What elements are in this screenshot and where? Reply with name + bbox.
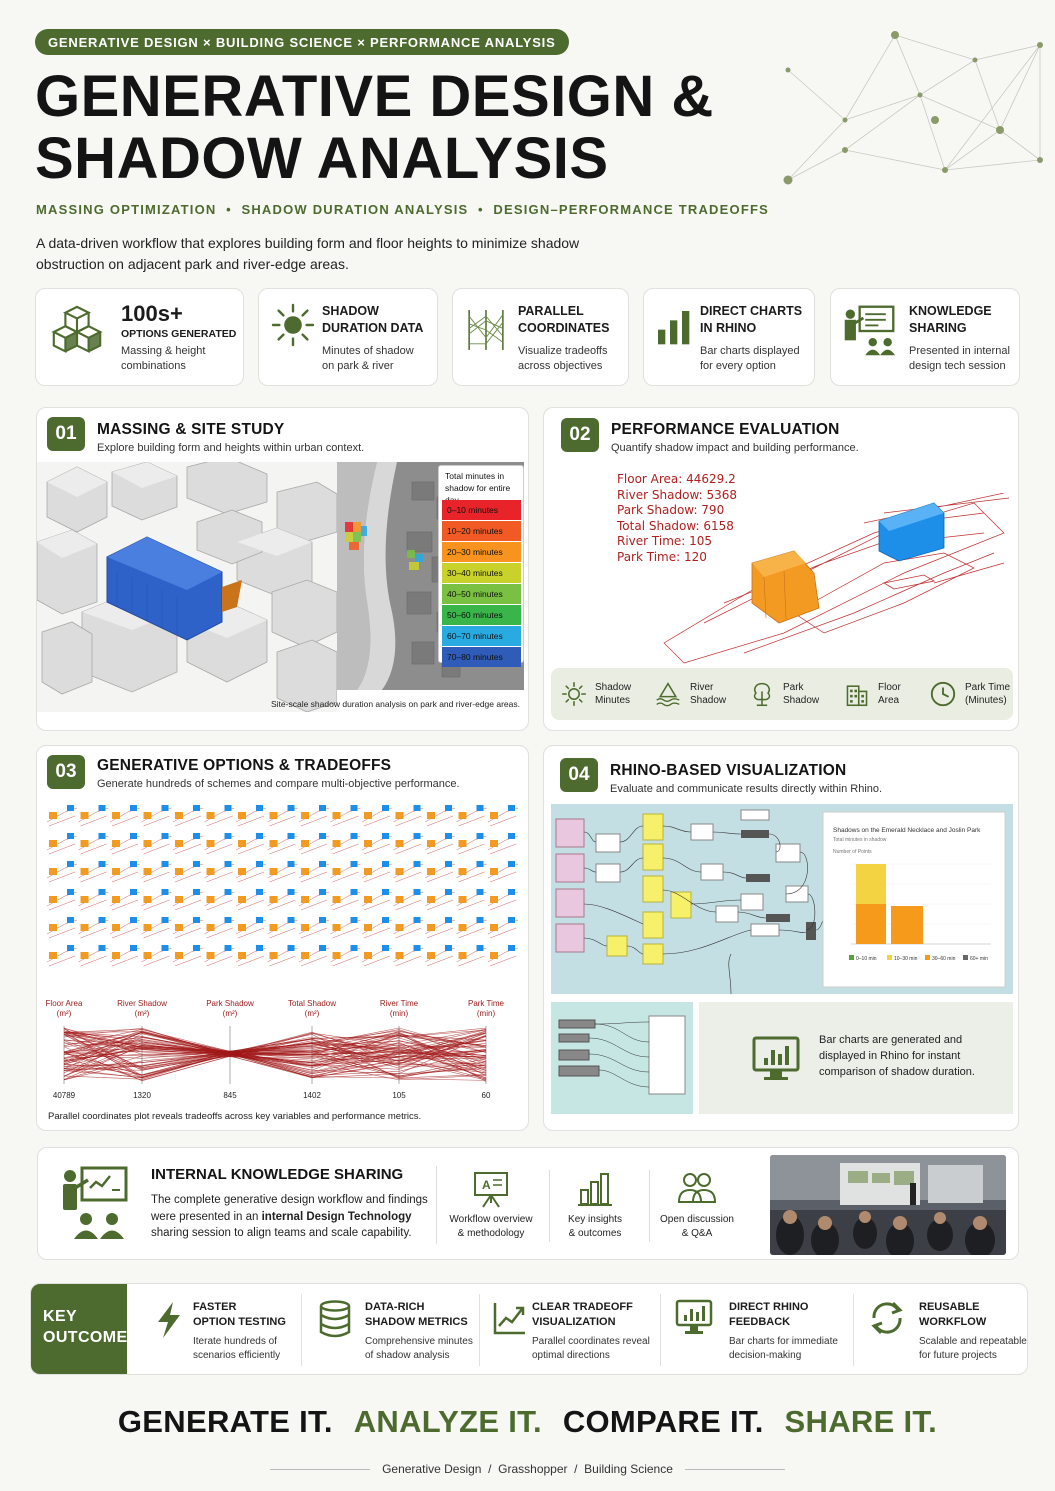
- oc-h1: DIRECT RHINO: [729, 1301, 809, 1313]
- option-thumbnail: [142, 945, 172, 966]
- option-thumbnail: [394, 861, 424, 882]
- rhino-legend-swatch: [925, 955, 930, 960]
- panel-number: 02: [561, 418, 599, 452]
- option-thumbnail: [173, 833, 203, 854]
- options-grid: [37, 798, 529, 974]
- ko-line1: KEY: [43, 1308, 78, 1325]
- option-thumbnail: [331, 945, 361, 966]
- title-line-1: GENERATIVE DESIGN &: [35, 64, 714, 129]
- stat-heading: DIRECT CHARTS IN RHINO: [700, 304, 803, 335]
- legend-entry: 20–30 minutes: [442, 542, 521, 562]
- option-thumbnail: [362, 917, 392, 938]
- option-thumbnail: [394, 945, 424, 966]
- metric-line1: River: [690, 682, 714, 693]
- option-thumbnail: [173, 805, 203, 826]
- oc-h2: OPTION TESTING: [193, 1316, 286, 1328]
- option-thumbnail: [299, 861, 329, 882]
- page-subtitle: MASSING OPTIMIZATION • SHADOW DURATION ANALYSIS • DESIGN–PERFORMANCE TRADEOFFS: [36, 202, 769, 217]
- option-thumbnail: [299, 917, 329, 938]
- intro-text: A data-driven workflow that explores building form and floor heights to minimize shadow obstruction on adjacent park and river-edge areas.: [36, 235, 580, 272]
- pc-axis-value: 60: [481, 1091, 491, 1100]
- readout-line: Floor Area: 44629.2: [617, 472, 736, 486]
- option-thumbnail: [362, 805, 392, 826]
- panel-performance-evaluation: [543, 407, 1019, 731]
- option-thumbnail: [331, 805, 361, 826]
- river-icon: [654, 681, 682, 707]
- option-thumbnail: [488, 917, 518, 938]
- option-thumbnail: [79, 833, 109, 854]
- option-thumbnail: [488, 805, 518, 826]
- stat-text: Bar charts displayed for every option: [700, 345, 800, 372]
- slogan-generate: GENERATE IT.: [117, 1404, 333, 1439]
- key-outcomes-label: [31, 1284, 139, 1375]
- knowledge-text-pre: The complete generative design workflow and findings were presented in an: [151, 1194, 428, 1223]
- slogan-compare: COMPARE IT.: [562, 1404, 764, 1439]
- option-thumbnail: [331, 833, 361, 854]
- readout-line: River Time: 105: [617, 534, 713, 548]
- metric-floor-area: [844, 678, 901, 710]
- divider: [436, 1166, 437, 1244]
- option-thumbnail: [110, 861, 140, 882]
- rhino-note-box: [699, 1002, 1013, 1114]
- option-thumbnail: [362, 889, 392, 910]
- header-tag: GENERATIVE DESIGN × BUILDING SCIENCE × PERFORMANCE ANALYSIS: [35, 29, 569, 55]
- key-outcomes: [30, 1283, 1028, 1375]
- rhino-chart-bar: [856, 864, 886, 904]
- item-line2: & outcomes: [568, 1228, 622, 1239]
- rhino-chart-subtitle: Total minutes in shadow: [833, 837, 887, 843]
- option-thumbnail: [457, 889, 487, 910]
- option-thumbnail: [142, 833, 172, 854]
- option-thumbnail: [299, 833, 329, 854]
- item-line2: & methodology: [457, 1228, 525, 1239]
- metric-line1: Floor: [878, 682, 901, 693]
- legend-entry: 30–40 minutes: [442, 563, 521, 583]
- option-thumbnail: [79, 889, 109, 910]
- metric-line2: Minutes: [595, 695, 631, 706]
- panel-subtitle: Generate hundreds of schemes and compare multi-objective performance.: [97, 778, 460, 790]
- option-thumbnail: [110, 833, 140, 854]
- item-line1: Open discussion: [660, 1214, 734, 1225]
- option-thumbnail: [205, 861, 235, 882]
- stat-text: Visualize tradeoffs across objectives: [518, 345, 608, 372]
- stat-heading: OPTIONS GENERATED: [121, 328, 237, 340]
- item-line1: Key insights: [568, 1214, 622, 1225]
- metric-park-time: [929, 678, 1010, 710]
- panel-subtitle: Explore building form and heights within urban context.: [97, 442, 365, 454]
- readout-line: Total Shadow: 6158: [617, 518, 734, 533]
- performance-readout: [617, 472, 737, 565]
- option-thumbnail: [299, 805, 329, 826]
- option-thumbnail: [488, 889, 518, 910]
- oc-t2: for future projects: [919, 1350, 997, 1361]
- people-icon: [677, 1170, 717, 1208]
- tree-icon: [749, 681, 775, 707]
- option-thumbnail: [394, 889, 424, 910]
- metric-line2: Shadow: [783, 695, 820, 706]
- option-thumbnail: [79, 805, 109, 826]
- pc-axis-label: Park Time (min): [467, 999, 504, 1018]
- stat-text: Minutes of shadow on park & river: [322, 345, 414, 372]
- option-thumbnail: [394, 833, 424, 854]
- lightning-icon: [153, 1300, 185, 1340]
- option-thumbnail: [79, 945, 109, 966]
- oc-h2: VISUALIZATION: [532, 1316, 616, 1328]
- sun-icon: [561, 681, 587, 707]
- option-thumbnail: [457, 861, 487, 882]
- option-thumbnail: [457, 833, 487, 854]
- database-icon: [318, 1300, 352, 1338]
- readout-line: Park Time: 120: [617, 549, 707, 564]
- rhino-legend-swatch: [849, 955, 854, 960]
- option-thumbnail: [236, 945, 266, 966]
- pc-axis-label: Total Shadow (m²): [287, 999, 337, 1018]
- option-thumbnail: [205, 805, 235, 826]
- panel-title: PERFORMANCE EVALUATION: [611, 421, 840, 438]
- option-thumbnail: [47, 889, 77, 910]
- network-decoration: [770, 20, 1050, 210]
- item-line1: Workflow overview: [449, 1214, 533, 1225]
- oc-h1: CLEAR TRADEOFF: [532, 1301, 633, 1313]
- panel-subtitle: Quantify shadow impact and building performance.: [611, 442, 859, 454]
- option-thumbnail: [425, 833, 455, 854]
- option-thumbnail: [299, 889, 329, 910]
- page-title: [35, 66, 755, 190]
- legend-entry: 10–20 minutes: [442, 521, 521, 541]
- oc-h2: FEEDBACK: [729, 1316, 791, 1328]
- rhino-legend-swatch: [887, 955, 892, 960]
- option-thumbnail: [47, 945, 77, 966]
- metric-line2: (Minutes): [965, 695, 1007, 706]
- item-line2: & Q&A: [681, 1228, 713, 1239]
- readout-line: Park Shadow: 790: [617, 503, 725, 517]
- stat-text: Massing & height combinations: [121, 345, 206, 372]
- panel-caption: Site-scale shadow duration analysis on park and river-edge areas.: [271, 699, 520, 709]
- knowledge-text-bold: internal Design Technology: [261, 1210, 412, 1223]
- slogan: [0, 1404, 1055, 1440]
- clock-icon: [929, 680, 957, 708]
- pc-axis-label: River Shadow (m²): [117, 999, 167, 1018]
- option-thumbnail: [394, 805, 424, 826]
- rhino-legend-label: 30–60 min: [932, 956, 956, 962]
- oc-h1: FASTER: [193, 1301, 237, 1313]
- oc-h2: SHADOW METRICS: [365, 1316, 468, 1328]
- cycle-icon: [868, 1300, 906, 1336]
- knowledge-item-insights: [545, 1170, 645, 1241]
- oc-h2: WORKFLOW: [919, 1316, 987, 1328]
- metric-line1: Park: [783, 682, 804, 693]
- option-thumbnail: [47, 833, 77, 854]
- option-thumbnail: [268, 917, 298, 938]
- metric-line1: Park Time: [965, 682, 1011, 693]
- panel-number: 04: [560, 758, 598, 792]
- option-thumbnail: [362, 945, 392, 966]
- stat-direct-charts: [643, 288, 815, 386]
- oc-h1: DATA-RICH: [365, 1301, 425, 1313]
- option-thumbnail: [173, 889, 203, 910]
- option-thumbnail: [299, 945, 329, 966]
- stat-heading: PARALLEL COORDINATES: [518, 304, 610, 335]
- option-thumbnail: [205, 833, 235, 854]
- oc-t2: of shadow analysis: [365, 1350, 450, 1361]
- metric-river-shadow: [654, 678, 726, 710]
- pc-axis-value: 845: [223, 1091, 237, 1100]
- legend-entry: 60–70 minutes: [442, 626, 521, 646]
- knowledge-sharing-banner: [37, 1147, 1019, 1260]
- option-thumbnail: [236, 917, 266, 938]
- easel-icon: [471, 1170, 511, 1208]
- pc-axis-value: 40789: [52, 1091, 76, 1100]
- metric-line1: Shadow: [595, 682, 632, 693]
- option-thumbnail: [268, 889, 298, 910]
- legend-entry: 50–60 minutes: [442, 605, 521, 625]
- option-thumbnail: [268, 861, 298, 882]
- legend-entry: 70–80 minutes: [442, 647, 521, 667]
- svg-text:A: A: [482, 1178, 491, 1192]
- oc-t1: Scalable and repeatable: [919, 1336, 1027, 1347]
- option-thumbnail: [331, 917, 361, 938]
- oc-h1: REUSABLE: [919, 1301, 980, 1313]
- shadow-legend: [438, 465, 524, 663]
- pc-axis-value: 1320: [133, 1091, 151, 1100]
- ko-line2: OUTCOMES: [43, 1329, 139, 1346]
- metric-park-shadow: [749, 678, 819, 710]
- title-line-2: SHADOW ANALYSIS: [35, 126, 609, 191]
- presentation-icon: [841, 303, 897, 359]
- option-thumbnail: [362, 833, 392, 854]
- legend-entry: 0–10 minutes: [442, 500, 521, 520]
- option-thumbnail: [110, 889, 140, 910]
- option-thumbnail: [205, 889, 235, 910]
- stat-shadow-duration: [258, 288, 438, 386]
- stat-options: [35, 288, 244, 386]
- legend-title: Total minutes in shadow for entire: [445, 471, 511, 493]
- rhino-chart-axis: Number of Points: [833, 849, 872, 855]
- option-thumbnail: [425, 861, 455, 882]
- option-thumbnail: [142, 861, 172, 882]
- option-thumbnail: [142, 805, 172, 826]
- option-thumbnail: [205, 945, 235, 966]
- footer-text: Generative Design / Grasshopper / Building Science: [382, 1462, 673, 1476]
- rhino-chart-bar: [891, 906, 923, 944]
- outcome-direct-rhino: [661, 1284, 854, 1375]
- stat-parallel-coordinates: [452, 288, 629, 386]
- option-thumbnail: [457, 805, 487, 826]
- pc-axis-value: 1402: [303, 1091, 321, 1100]
- option-thumbnail: [236, 833, 266, 854]
- rhino-legend-label: 60+ min: [970, 956, 988, 962]
- option-thumbnail: [425, 917, 455, 938]
- outcome-clear-tradeoff: [480, 1284, 661, 1375]
- oc-t1: Iterate hundreds of: [193, 1336, 277, 1347]
- panel-title: MASSING & SITE STUDY: [97, 421, 285, 438]
- metric-line2: Area: [878, 695, 900, 706]
- bar-chart-icon: [654, 305, 694, 349]
- sun-icon: [269, 301, 317, 349]
- oc-t1: Comprehensive minutes: [365, 1336, 473, 1347]
- panel-massing-site-study: [36, 407, 529, 731]
- panel-rhino-visualization: [543, 745, 1019, 1131]
- option-thumbnail: [268, 833, 298, 854]
- option-thumbnail: [362, 861, 392, 882]
- panel-title: RHINO-BASED VISUALIZATION: [610, 762, 847, 779]
- oc-t1: Parallel coordinates reveal: [532, 1336, 650, 1347]
- panel-subtitle: Evaluate and communicate results directly within Rhino.: [610, 783, 883, 795]
- option-thumbnail: [79, 917, 109, 938]
- panel-number: 03: [47, 755, 85, 789]
- option-thumbnail: [205, 917, 235, 938]
- knowledge-text: [151, 1192, 431, 1242]
- monitor-chart-icon: [675, 1298, 713, 1336]
- cubes-icon: [48, 303, 106, 361]
- stat-heading: SHADOW DURATION DATA: [322, 304, 424, 335]
- pc-axis-label: River Time (min): [379, 999, 419, 1018]
- stat-row: [35, 288, 1020, 386]
- grasshopper-canvas-secondary: [551, 1002, 693, 1114]
- option-thumbnail: [268, 945, 298, 966]
- pc-axis-value: 105: [392, 1091, 406, 1100]
- trend-icon: [492, 1300, 528, 1336]
- option-thumbnail: [142, 889, 172, 910]
- option-thumbnail: [173, 945, 203, 966]
- footer: [0, 1462, 1055, 1476]
- rhino-chart-bar: [856, 904, 886, 944]
- rhino-legend-label: 0–10 min: [856, 956, 877, 962]
- knowledge-text-post: sharing session to align teams and scale capability.: [151, 1227, 412, 1239]
- option-thumbnail: [488, 945, 518, 966]
- oc-t2: optimal directions: [532, 1350, 610, 1361]
- readout-line: River Shadow: 5368: [617, 487, 737, 502]
- legend-entry: 40–50 minutes: [442, 584, 521, 604]
- oc-t1: Bar charts for immediate: [729, 1336, 838, 1347]
- option-thumbnail: [236, 861, 266, 882]
- panel-caption: Parallel coordinates plot reveals tradeoffs across key variables and performance metrics.: [48, 1111, 422, 1122]
- option-thumbnail: [488, 861, 518, 882]
- option-thumbnail: [331, 861, 361, 882]
- metric-line2: Shadow: [690, 695, 727, 706]
- option-thumbnail: [425, 945, 455, 966]
- slogan-analyze: ANALYZE IT.: [353, 1404, 542, 1439]
- option-thumbnail: [47, 917, 77, 938]
- stat-knowledge-sharing: [830, 288, 1020, 386]
- option-thumbnail: [110, 945, 140, 966]
- oc-t2: decision-making: [729, 1350, 802, 1361]
- knowledge-title: INTERNAL KNOWLEDGE SHARING: [151, 1166, 404, 1183]
- option-thumbnail: [47, 805, 77, 826]
- monitor-chart-icon: [751, 1034, 801, 1084]
- panel-title: GENERATIVE OPTIONS & TRADEOFFS: [97, 757, 392, 774]
- bar-chart-icon: [576, 1170, 614, 1208]
- option-thumbnail: [425, 889, 455, 910]
- rhino-legend-label: 10–30 min: [894, 956, 918, 962]
- option-thumbnail: [173, 861, 203, 882]
- outcome-data-rich: [302, 1284, 480, 1375]
- outcome-reusable: [854, 1284, 1028, 1375]
- building-icon: [844, 680, 870, 708]
- session-photo: [770, 1155, 1006, 1255]
- pc-axis-label: Park Shadow (m²): [206, 999, 254, 1018]
- option-thumbnail: [425, 805, 455, 826]
- parallel-coordinates-icon: [463, 303, 509, 357]
- pc-axis-label: Floor Area (m²): [45, 999, 83, 1018]
- outcome-faster: [141, 1284, 302, 1375]
- rhino-chart-title: Shadows on the Emerald Necklace and Joslin Park: [833, 827, 981, 834]
- option-thumbnail: [110, 917, 140, 938]
- option-thumbnail: [236, 805, 266, 826]
- parallel-coordinates-plot: [37, 1024, 529, 1086]
- presentation-icon: [58, 1164, 130, 1240]
- option-thumbnail: [173, 917, 203, 938]
- option-thumbnail: [394, 917, 424, 938]
- option-thumbnail: [142, 917, 172, 938]
- knowledge-item-discussion: [647, 1170, 747, 1241]
- panel-generative-options: [36, 745, 529, 1131]
- option-thumbnail: [268, 805, 298, 826]
- option-thumbnail: [47, 861, 77, 882]
- rhino-legend-swatch: [963, 955, 968, 960]
- metric-icon-bar: [551, 668, 1013, 720]
- option-thumbnail: [457, 917, 487, 938]
- stat-heading: KNOWLEDGE SHARING: [909, 304, 992, 335]
- stat-text: Presented in internal design tech session: [909, 345, 1010, 372]
- option-thumbnail: [236, 889, 266, 910]
- oc-t2: scenarios efficiently: [193, 1350, 281, 1361]
- option-thumbnail: [457, 945, 487, 966]
- massing-3d-view: [37, 462, 337, 712]
- option-thumbnail: [331, 889, 361, 910]
- slogan-share: SHARE IT.: [784, 1404, 938, 1439]
- panel-number: 01: [47, 417, 85, 451]
- option-thumbnail: [79, 861, 109, 882]
- knowledge-item-workflow: [441, 1170, 541, 1241]
- option-thumbnail: [110, 805, 140, 826]
- option-thumbnail: [488, 833, 518, 854]
- metric-shadow-minutes: [561, 678, 631, 710]
- stat-big-number: 100s+: [121, 301, 183, 326]
- grasshopper-canvas: [551, 804, 1013, 994]
- rhino-note-text: Bar charts are generated and displayed in Rhino for instant comparison of shadow duration.: [819, 1034, 975, 1078]
